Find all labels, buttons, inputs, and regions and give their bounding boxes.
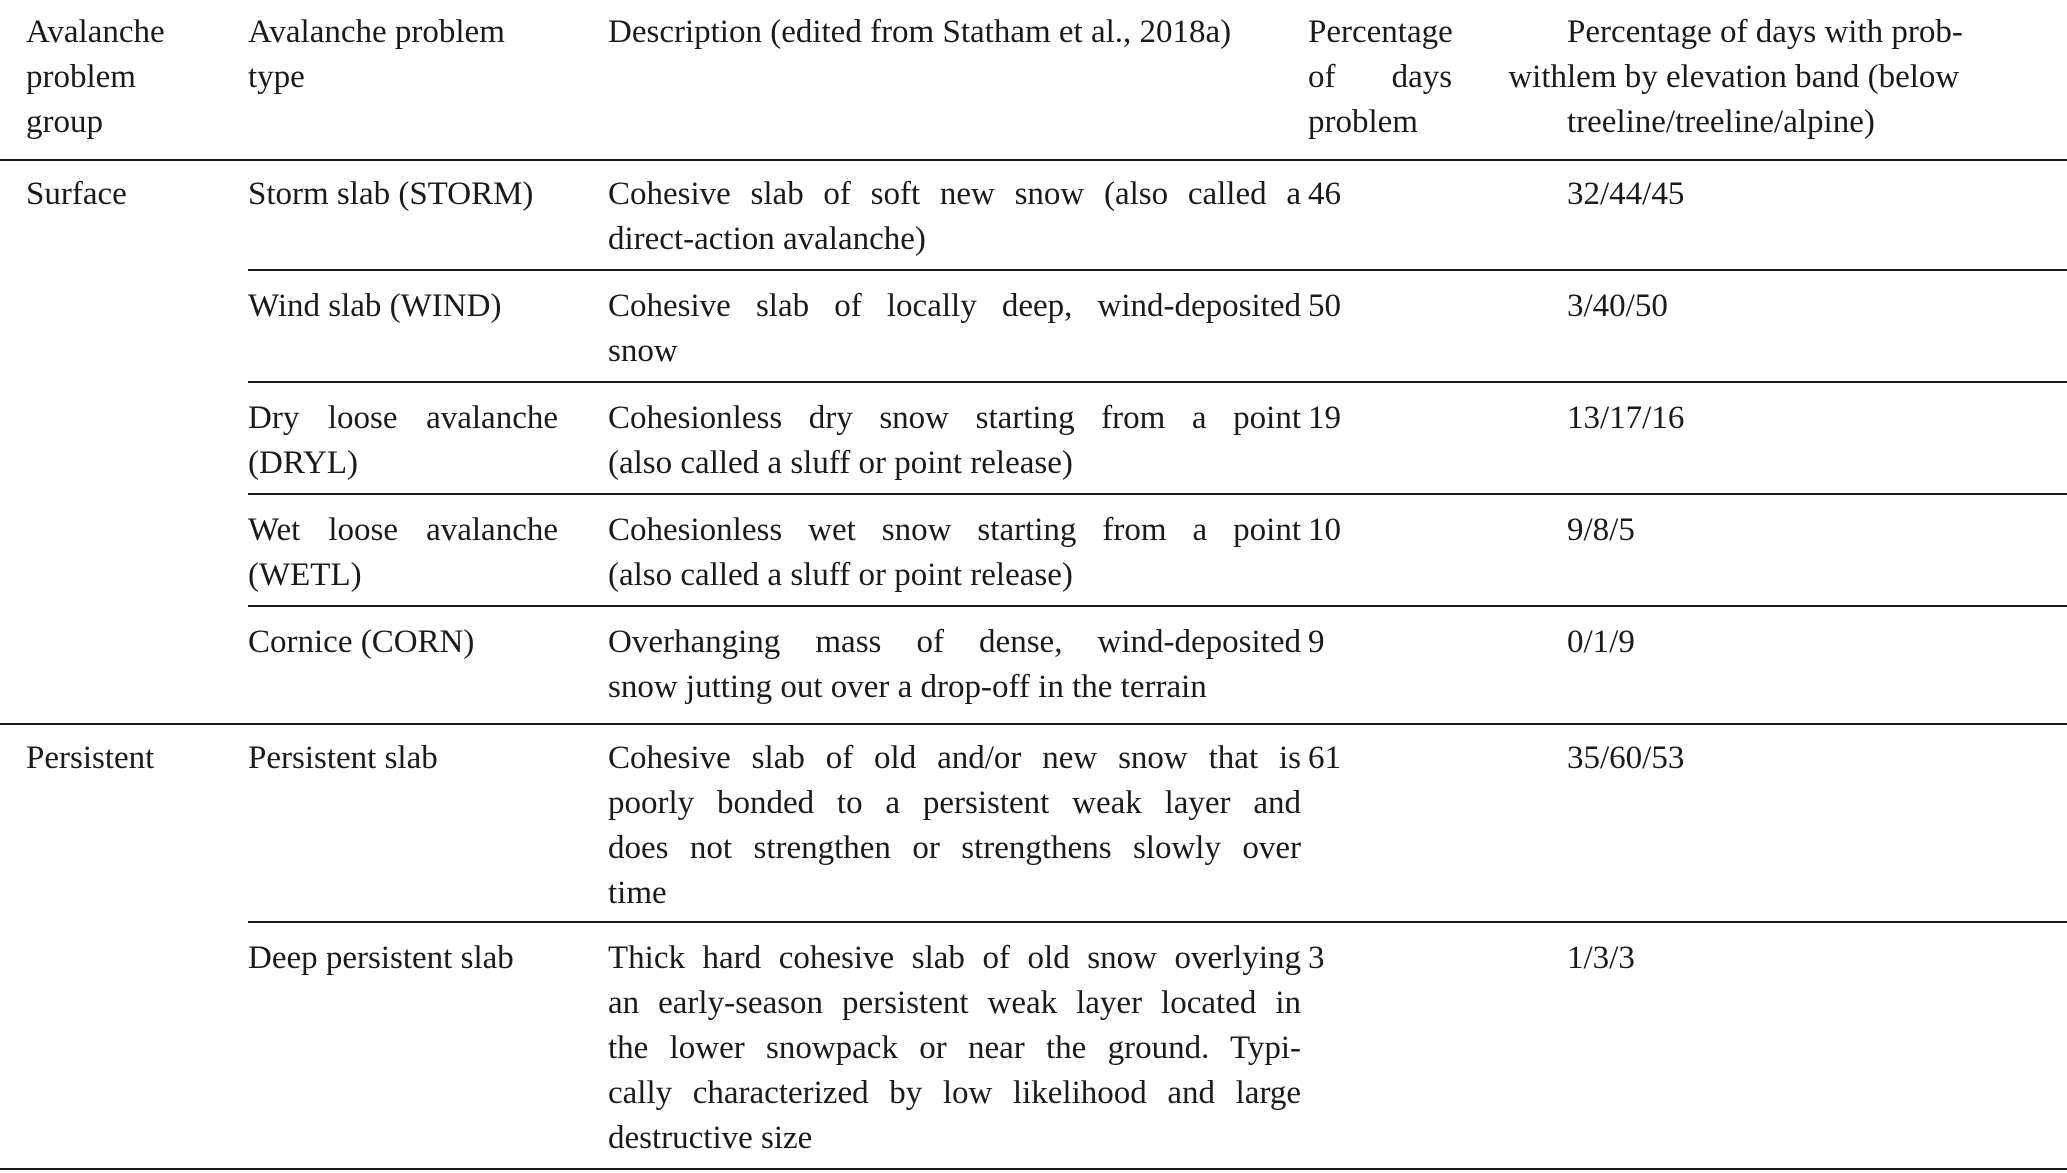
row-separator — [248, 921, 2067, 923]
table-row — [0, 396, 2067, 486]
description-line: Thick hard cohesive slab of old snow overlying — [608, 940, 1301, 976]
description-line: Cohesionless wet snow starting from a point — [608, 512, 1301, 548]
percentage-cell: 10 — [1308, 512, 1341, 548]
header-line: type — [248, 59, 305, 95]
row-separator — [248, 381, 2067, 383]
table-row — [0, 284, 2067, 374]
description-line: (also called a sluff or point release) — [608, 557, 1073, 593]
description-line: time — [608, 875, 667, 911]
description-line: Cohesive slab of locally deep, wind-deposited — [608, 288, 1301, 324]
description-line: snow jutting out over a drop-off in the terrain — [608, 669, 1207, 705]
elevation-cell: 32/44/45 — [1567, 176, 1685, 212]
header-rule — [0, 159, 2067, 161]
problem-type-line: Deep persistent slab — [248, 940, 514, 976]
percentage-cell: 19 — [1308, 400, 1341, 436]
header-problem-type — [248, 10, 608, 145]
table-row — [0, 172, 2067, 262]
header-elevation-percentage — [1567, 10, 2067, 145]
description-line: destructive size — [608, 1120, 813, 1156]
description-line: (also called a sluff or point release) — [608, 445, 1073, 481]
percentage-cell: 3 — [1308, 940, 1325, 976]
header-description — [608, 10, 1308, 145]
problem-type-line: Persistent slab — [248, 740, 438, 776]
problem-type-line: Wet loose avalanche — [248, 512, 558, 548]
group-label-empty — [0, 508, 248, 598]
description-cell — [608, 508, 1308, 598]
description-line: does not strengthen or strengthens slowly over — [608, 830, 1301, 866]
header-problem-group — [0, 10, 248, 145]
description-cell — [608, 620, 1308, 710]
group-label-empty — [0, 936, 248, 1161]
problem-type-cell — [248, 172, 608, 262]
description-line: Cohesive slab of soft new snow (also called a — [608, 176, 1301, 212]
group-label-persistent: Persistent — [26, 740, 155, 776]
elevation-cell: 3/40/50 — [1567, 288, 1668, 324]
elevation-cell: 1/3/3 — [1567, 940, 1635, 976]
description-line: poorly bonded to a persistent weak layer and — [608, 785, 1301, 821]
problem-type-cell — [248, 736, 608, 916]
elevation-cell: 35/60/53 — [1567, 740, 1685, 776]
header-line: of days with — [1308, 59, 1567, 95]
problem-type-line: Dry loose avalanche — [248, 400, 558, 436]
problem-type-line: Wind slab (WIND) — [248, 288, 502, 324]
header-line: Description (edited from Statham et al., 2018a) — [608, 14, 1232, 50]
header-line: Percentage of days with prob- — [1567, 14, 1963, 50]
description-cell — [608, 172, 1308, 262]
problem-type-cell — [248, 284, 608, 374]
table-row — [0, 936, 2067, 1161]
group-label-surface: Surface — [26, 176, 127, 212]
row-separator — [248, 269, 2067, 271]
problem-type-line: (WETL) — [248, 557, 362, 593]
percentage-cell: 46 — [1308, 176, 1341, 212]
problem-type-line: (DRYL) — [248, 445, 358, 481]
table-row — [0, 620, 2067, 710]
group-label-empty — [0, 284, 248, 374]
problem-type-line: Storm slab (STORM) — [248, 176, 534, 212]
problem-type-cell — [248, 508, 608, 598]
table-row — [0, 736, 2067, 916]
group-label-empty — [0, 620, 248, 710]
row-separator — [248, 605, 2067, 607]
header-line: lem by elevation band (below — [1567, 59, 1960, 95]
group-separator — [0, 723, 2067, 725]
problem-type-cell — [248, 936, 608, 1161]
row-separator — [248, 493, 2067, 495]
header-line: problem — [26, 59, 136, 95]
elevation-cell: 9/8/5 — [1567, 512, 1635, 548]
description-line: snow — [608, 333, 678, 369]
percentage-cell: 61 — [1308, 740, 1341, 776]
description-line: Cohesionless dry snow starting from a point — [608, 400, 1301, 436]
percentage-cell: 50 — [1308, 288, 1341, 324]
description-cell — [608, 736, 1308, 916]
description-cell — [608, 396, 1308, 486]
header-line: treeline/treeline/alpine) — [1567, 104, 1875, 140]
table-bottom-rule — [0, 1168, 2067, 1170]
header-line: group — [26, 104, 103, 140]
problem-type-line: Cornice (CORN) — [248, 624, 475, 660]
group-label-empty — [0, 396, 248, 486]
header-line: Percentage — [1308, 14, 1453, 50]
description-line: the lower snowpack or near the ground. Typi- — [608, 1030, 1301, 1066]
elevation-cell: 0/1/9 — [1567, 624, 1635, 660]
description-line: direct-action avalanche) — [608, 221, 926, 257]
description-line: Cohesive slab of old and/or new snow that is — [608, 740, 1301, 776]
elevation-cell: 13/17/16 — [1567, 400, 1685, 436]
table-header-row — [0, 10, 2067, 145]
table-row — [0, 508, 2067, 598]
percentage-cell: 9 — [1308, 624, 1325, 660]
header-percentage — [1308, 10, 1567, 145]
description-cell — [608, 284, 1308, 374]
header-line: Avalanche — [26, 14, 165, 50]
description-line: Overhanging mass of dense, wind-deposited — [608, 624, 1301, 660]
header-line: problem — [1308, 104, 1418, 140]
problem-type-cell — [248, 620, 608, 710]
description-cell — [608, 936, 1308, 1161]
problem-type-cell — [248, 396, 608, 486]
header-line: Avalanche problem — [248, 14, 505, 50]
description-line: cally characterized by low likelihood and large — [608, 1075, 1301, 1111]
description-line: an early-season persistent weak layer located in — [608, 985, 1301, 1021]
